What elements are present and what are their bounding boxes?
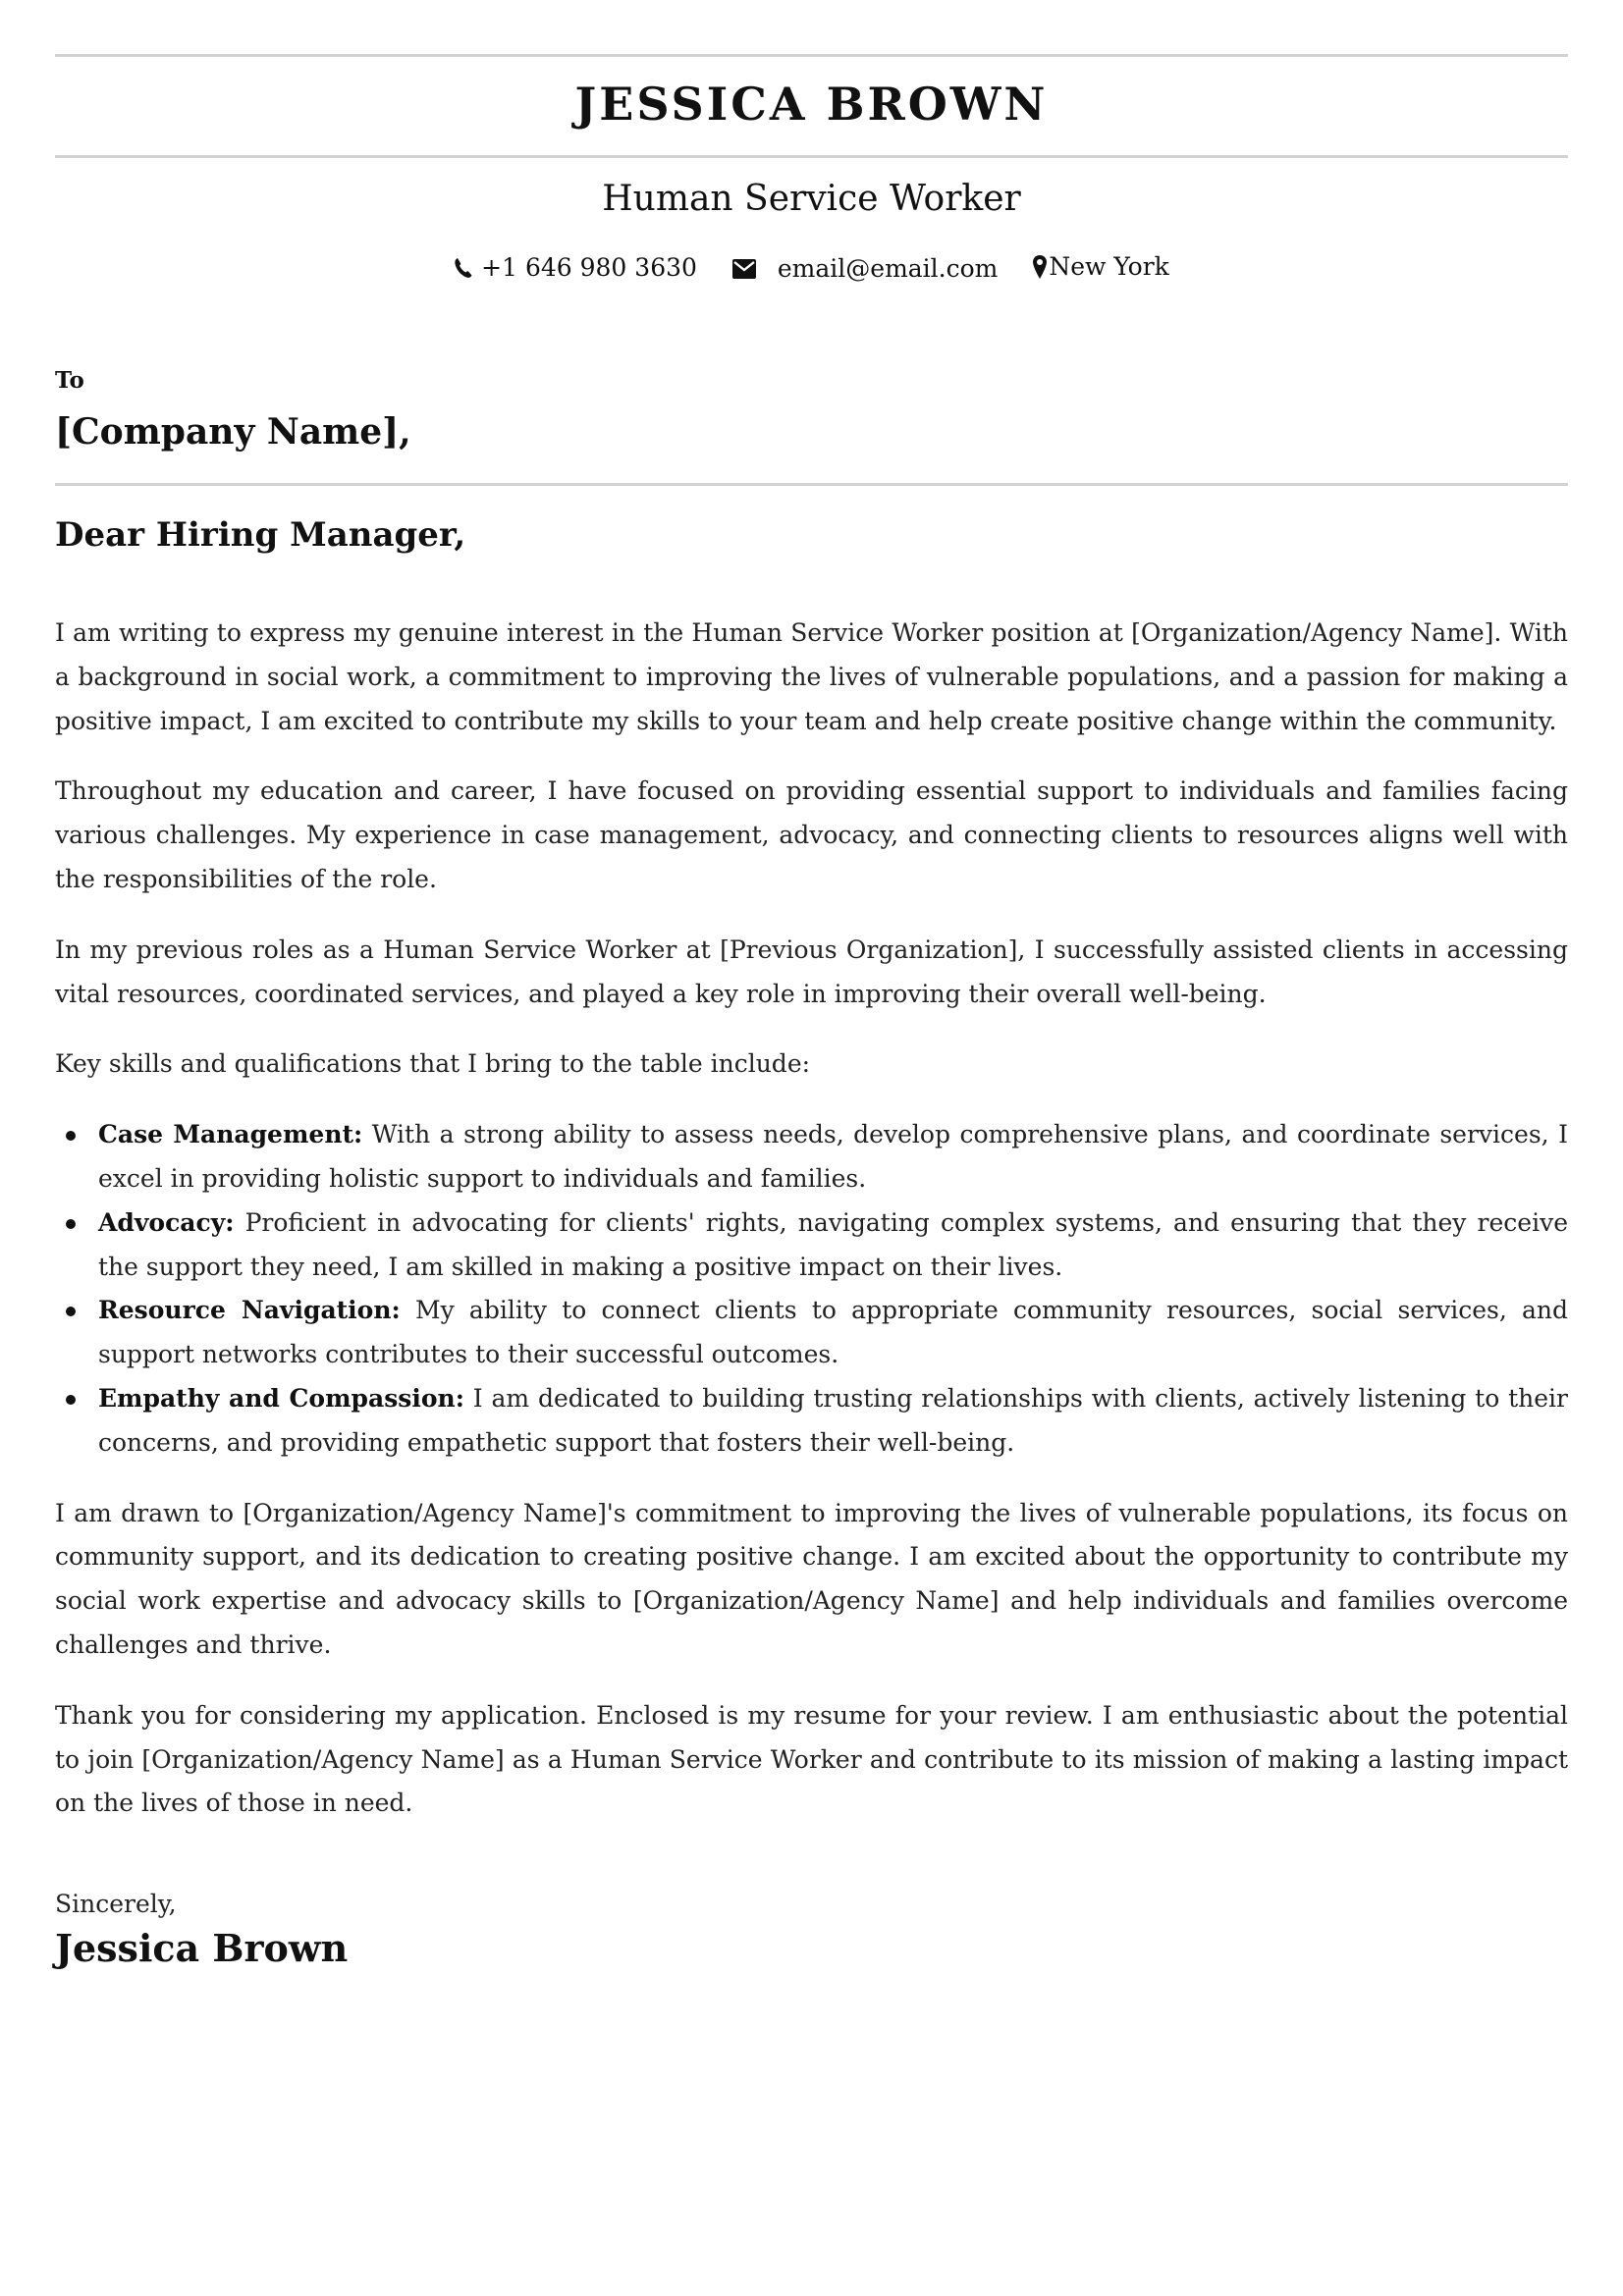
paragraph-experience: Throughout my education and career, I have focused on providing essential support to individuals and families facing various challenges. My experience in case management, advocacy, and connecting clients to resources aligns well with the responsibilities of the role.	[55, 776, 1568, 893]
job-title: Human Service Worker	[602, 179, 1021, 219]
map-pin-icon	[1033, 255, 1047, 279]
paragraph-intro: I am writing to express my genuine interest in the Human Service Worker position at [Organization/Agency Name]. With a background in social work, a commitment to improving the lives of vulnerable populations, and a passion for making a positive impact, I am excited to contribute my skills to your team and help create positive change within the community.	[55, 618, 1568, 735]
contact-info	[55, 249, 1568, 289]
skill-item	[98, 1113, 1568, 1201]
paragraph-motivation: I am drawn to [Organization/Agency Name]'s commitment to improving the lives of vulnerable populations, its focus on community support, and its dedication to creating positive change. I am excited about the opportunity to contribute my social work expertise and advocacy skills to [Organization/Agency Name] and help individuals and families overcome challenges and thrive.	[55, 1498, 1568, 1659]
recipient-divider	[55, 483, 1568, 486]
skill-text: With a strong ability to assess needs, develop comprehensive plans, and coordinate services, I excel in providing holistic support to individuals and families.	[98, 1120, 1568, 1193]
paragraph-thanks: Thank you for considering my application. Enclosed is my resume for your review. I am enthusiastic about the potential to join [Organization/Agency Name] as a Human Service Worker and contribute to its mission of making a lasting impact on the lives of those in need.	[55, 1700, 1568, 1818]
skill-title: Empathy and Compassion:	[98, 1383, 464, 1413]
email-address: email@email.com	[777, 254, 999, 283]
phone-icon	[454, 257, 473, 279]
letter-body	[55, 612, 1568, 1852]
paragraph-skills-intro: Key skills and qualifications that I bring to the table include:	[55, 1049, 811, 1079]
skill-item	[98, 1201, 1568, 1290]
skill-item	[98, 1289, 1568, 1377]
contact-location	[1033, 249, 1169, 285]
skill-item	[98, 1377, 1568, 1466]
location: New York	[1049, 252, 1169, 281]
header-bottom-rule	[55, 155, 1568, 158]
applicant-name: JESSICA BROWN	[574, 78, 1049, 131]
skill-title: Resource Navigation:	[98, 1296, 401, 1325]
skill-title: Case Management:	[98, 1120, 363, 1149]
greeting: Dear Hiring Manager,	[55, 515, 466, 555]
envelope-icon	[732, 259, 756, 279]
signature-name: Jessica Brown	[55, 1926, 349, 1970]
paragraph-previous-roles: In my previous roles as a Human Service Worker at [Previous Organization], I successfully assisted clients in accessing vital resources, coordinated services, and played a key role in improving their overall well-being.	[55, 934, 1568, 1008]
skill-text: I am dedicated to building trusting relationships with clients, actively listening to their concerns, and providing empathetic support that fosters their well-being.	[98, 1383, 1568, 1457]
header-top-rule	[55, 54, 1568, 57]
phone-number: +1 646 980 3630	[481, 253, 697, 282]
contact-email	[732, 251, 999, 287]
to-label: To	[55, 367, 84, 394]
skill-text: My ability to connect clients to appropriate community resources, social services, and support networks contributes to their successful outcomes.	[98, 1296, 1568, 1369]
skills-list	[55, 1113, 1568, 1465]
skill-text: Proficient in advocating for clients' rights, navigating complex systems, and ensuring that they receive the support they need, I am skilled in making a positive impact on their lives.	[98, 1207, 1568, 1281]
skill-title: Advocacy:	[98, 1207, 235, 1237]
closing-salutation: Sincerely,	[55, 1890, 177, 1918]
company-name: [Company Name],	[55, 411, 411, 453]
contact-phone	[454, 250, 697, 286]
